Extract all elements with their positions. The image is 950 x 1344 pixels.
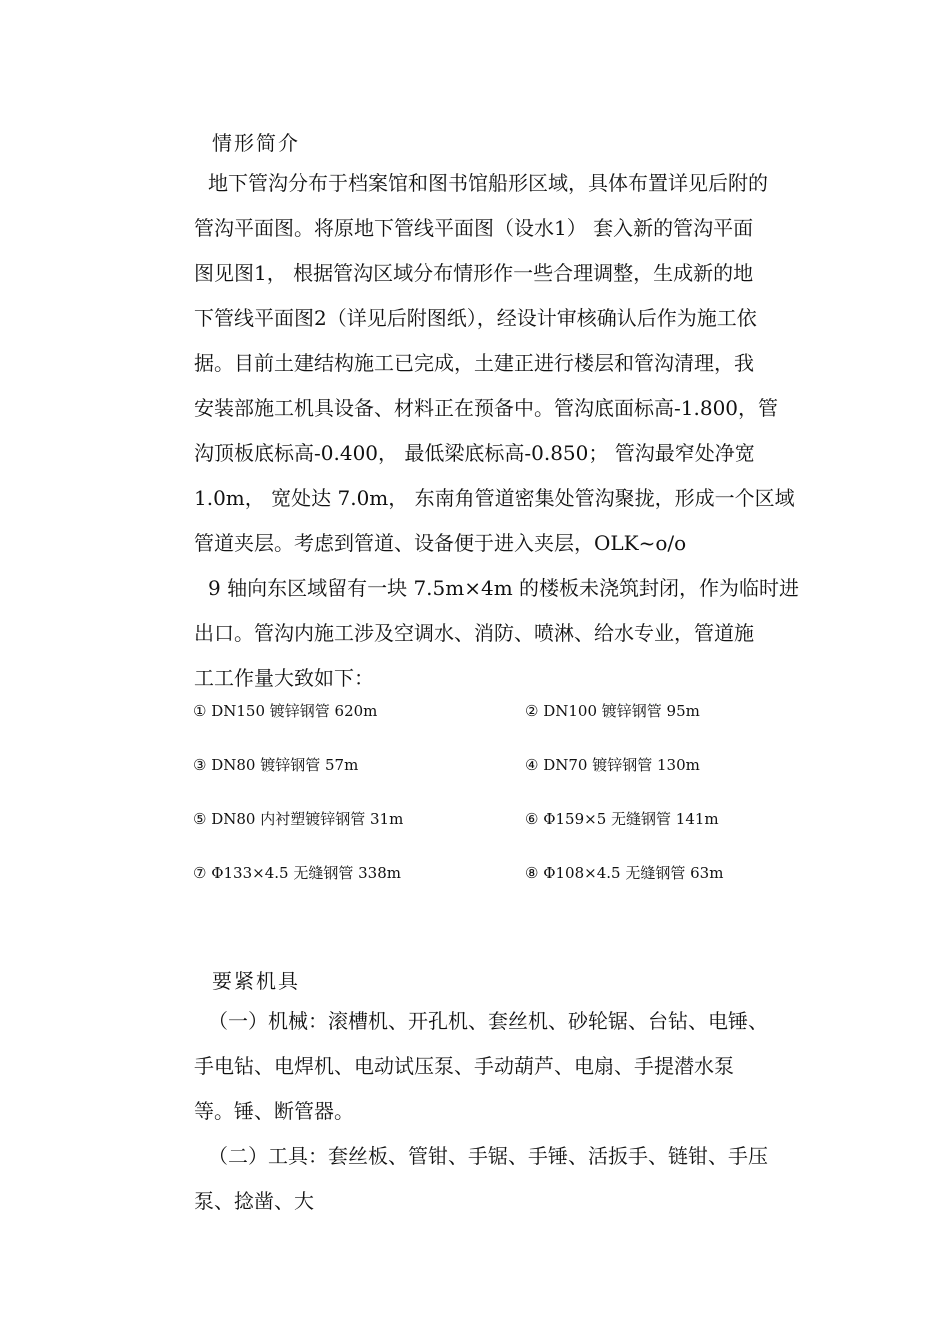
list-row [193,700,833,754]
paragraph-line: 管沟平面图。将原地下管线平面图（设水1） 套入新的管沟平面 [194,216,754,240]
paragraph-line: 地下管沟分布于档案馆和图书馆船形区域，具体布置详见后附的 [208,171,768,195]
section-heading-overview: 情形简介 [212,131,300,155]
paragraph-line: 工工作量大致如下： [194,666,374,690]
list-item: ④ DN70 镀锌钢管 130m [525,756,700,774]
list-item: ⑧ Φ108×4.5 无缝钢管 63m [525,864,724,882]
paragraph-line: 安装部施工机具设备、材料正在预备中。管沟底面标高-1.800，管 [194,396,779,420]
paragraph-line: 泵、捻凿、大 [194,1189,314,1213]
paragraph-line: 图见图1， 根据管沟区域分布情形作一些合理调整，生成新的地 [194,261,754,285]
paragraph-line: 手电钻、电焊机、电动试压泵、手动葫芦、电扇、手提潜水泵 [194,1054,734,1078]
paragraph-line: 下管线平面图2（详见后附图纸），经设计审核确认后作为施工依 [194,306,757,330]
list-item: ② DN100 镀锌钢管 95m [525,702,700,720]
section-heading-equipment: 要紧机具 [212,969,300,993]
paragraph-line: 沟顶板底标高-0.400， 最低梁底标高-0.850； 管沟最窄处净宽 [194,441,755,465]
list-row [193,754,833,808]
paragraph-line: 出口。管沟内施工涉及空调水、消防、喷淋、给水专业，管道施 [194,621,754,645]
paragraph-line: 9 轴向东区域留有一块 7.5m×4m 的楼板未浇筑封闭，作为临时进 [208,576,800,600]
list-row [193,808,833,862]
tools-paragraph [194,1134,844,1224]
overview-paragraph [194,161,844,701]
machinery-paragraph [194,999,844,1134]
paragraph-line: 据。目前土建结构施工已完成，土建正进行楼层和管沟清理，我 [194,351,754,375]
list-item: ⑥ Φ159×5 无缝钢管 141m [525,810,719,828]
list-item: ① DN150 镀锌钢管 620m [193,702,378,720]
paragraph-line: 管道夹层。考虑到管道、设备便于进入夹层，OLK~o/o [194,531,687,555]
paragraph-line: （二）工具：套丝板、管钳、手锯、手锤、活扳手、链钳、手压 [208,1144,768,1168]
paragraph-line: 等。锤、断管器。 [194,1099,354,1123]
list-item: ⑦ Φ133×4.5 无缝钢管 338m [193,864,401,882]
paragraph-line: （一）机械：滚槽机、开孔机、套丝机、砂轮锯、台钻、电锤、 [208,1009,768,1033]
list-item: ③ DN80 镀锌钢管 57m [193,756,359,774]
list-row [193,862,833,916]
paragraph-line: 1.0m， 宽处达 7.0m， 东南角管道密集处管沟聚拢，形成一个区域 [194,486,795,510]
list-item: ⑤ DN80 内衬塑镀锌钢管 31m [193,810,404,828]
pipe-quantity-list [193,700,833,916]
